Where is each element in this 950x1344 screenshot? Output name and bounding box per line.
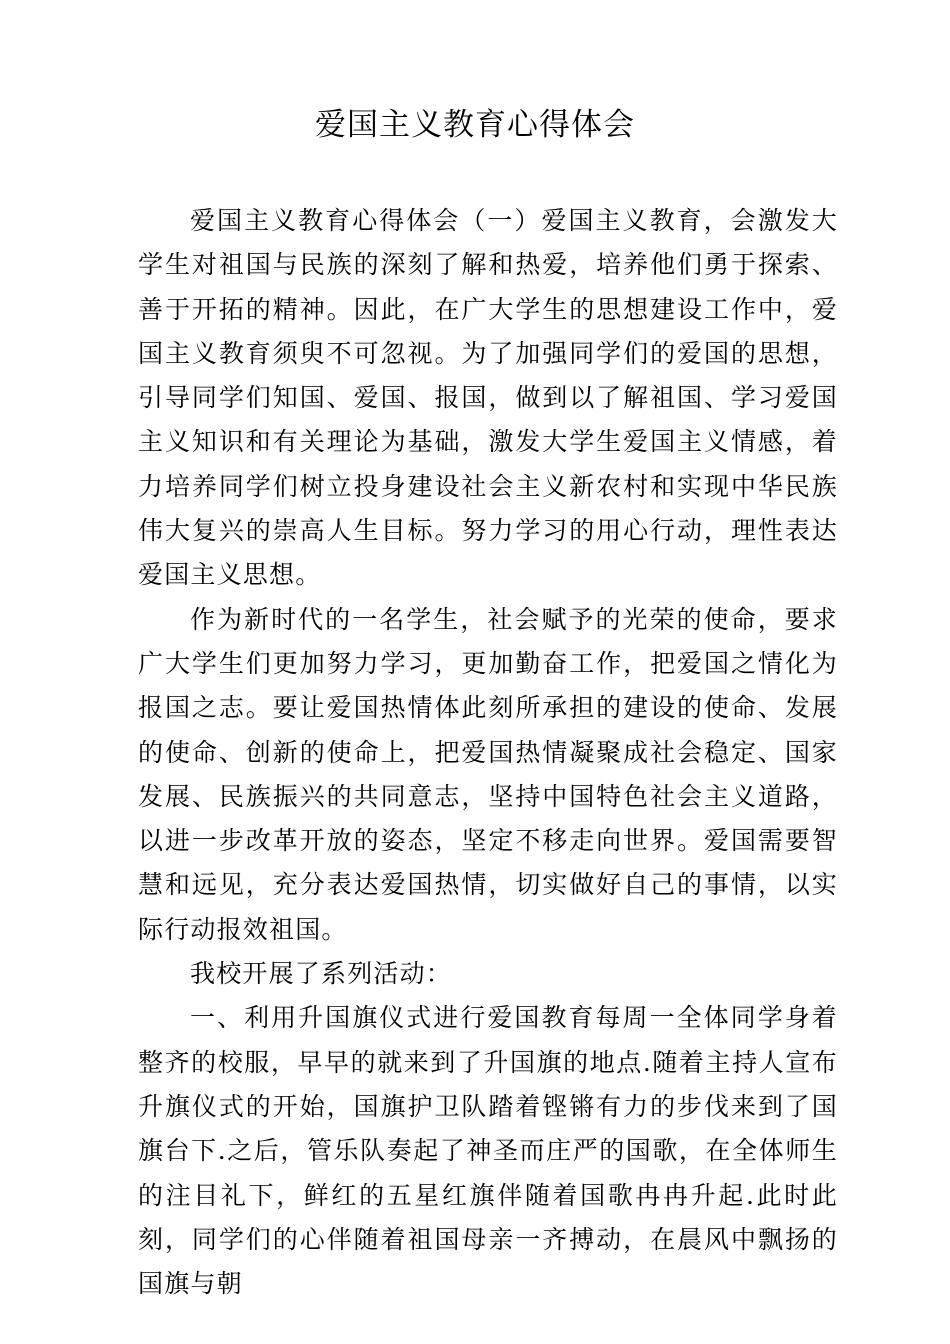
paragraph-flag-ceremony: 一、利用升国旗仪式进行爱国教育每周一全体同学身着整齐的校服，早早的就来到了升国旗的地点.随着主持人宣布升旗仪式的开始，国旗护卫队踏着铿锵有力的步伐来到了国旗台下.之后，管乐队奏起了神圣而庄严的国歌，在全体师生的注目礼下，鲜红的五星红旗伴随着国歌冉冉升起.此时此刻，同学们的心伴随着祖国母亲一齐搏动，在晨风中飘扬的国旗与朝 [138, 1003, 838, 1299]
document-body [138, 199, 838, 1306]
paragraph-intro: 爱国主义教育心得体会（一）爱国主义教育，会激发大学生对祖国与民族的深刻了解和热爱，培养他们勇于探索、善于开拓的精神。因此，在广大学生的思想建设工作中，爱国主义教育须臾不可忽视。为了加强同学们的爱国的思想，引导同学们知国、爱国、报国，做到以了解祖国、学习爱国主义知识和有关理论为基础，激发大学生爱国主义情感，着力培养同学们树立投身建设社会主义新农村和实现中华民族伟大复兴的崇高人生目标。努力学习的用心行动，理性表达爱国主义思想。 [138, 206, 838, 590]
paragraph-mission: 作为新时代的一名学生，社会赋予的光荣的使命，要求广大学生们更加努力学习，更加勤奋工作，把爱国之情化为报国之志。要让爱国热情体此刻所承担的建设的使命、发展的使命、创新的使命上，把爱国热情凝聚成社会稳定、国家发展、民族振兴的共同意志，坚持中国特色社会主义道路，以进一步改革开放的姿态，坚定不移走向世界。爱国需要智慧和远见，充分表达爱国热情，切实做好自己的事情，以实际行动报效祖国。 [138, 604, 838, 944]
document-title: 爱国主义教育心得体会 [315, 107, 635, 143]
paragraph-activities-heading: 我校开展了系列活动： [190, 959, 453, 989]
